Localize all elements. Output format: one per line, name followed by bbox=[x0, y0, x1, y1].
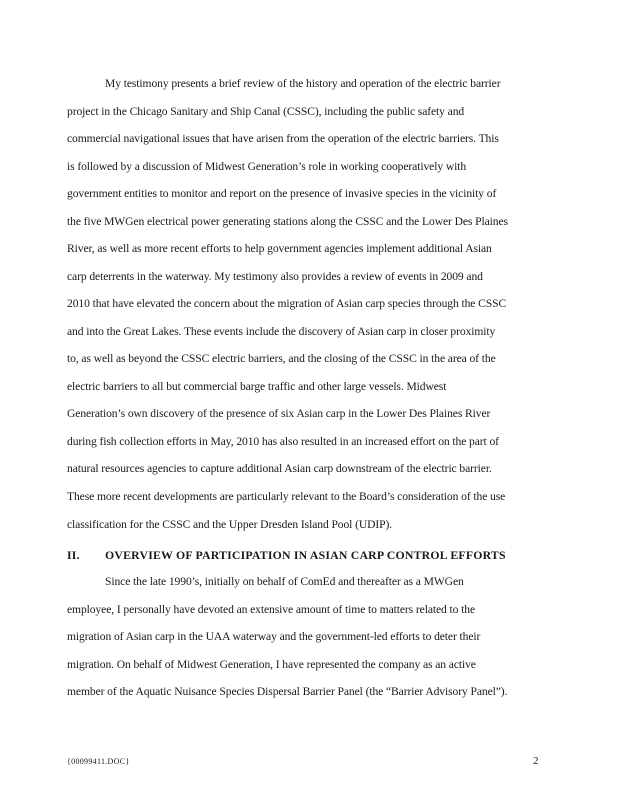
section-title: OVERVIEW OF PARTICIPATION IN ASIAN CARP CONTROL EFFORTS bbox=[105, 548, 506, 562]
paragraph1-line: River, as well as more recent efforts to help government agencies implement additional Asian bbox=[67, 242, 492, 255]
section-heading bbox=[67, 548, 506, 563]
paragraph1-line: Generation’s own discovery of the presence of six Asian carp in the Lower Des Plaines River bbox=[67, 407, 491, 420]
page-number: 2 bbox=[533, 755, 539, 767]
document-id-footer: {00099411.DOC} bbox=[67, 757, 130, 766]
paragraph1-line: is followed by a discussion of Midwest Generation’s role in working cooperatively with bbox=[67, 160, 467, 173]
paragraph1-line: natural resources agencies to capture additional Asian carp downstream of the electric barrier. bbox=[67, 462, 492, 475]
paragraph1-line: project in the Chicago Sanitary and Ship Canal (CSSC), including the public safety and bbox=[67, 105, 465, 118]
paragraph1-line: the five MWGen electrical power generating stations along the CSSC and the Lower Des Plaines bbox=[67, 215, 508, 228]
paragraph1-line: during fish collection efforts in May, 2010 has also resulted in an increased effort on the part of bbox=[67, 435, 499, 448]
paragraph1-line: government entities to monitor and report on the presence of invasive species in the vicinity of bbox=[67, 187, 497, 200]
paragraph1-line: electric barriers to all but commercial barge traffic and other large vessels. Midwest bbox=[67, 380, 447, 393]
paragraph1-line: These more recent developments are particularly relevant to the Board’s consideration of the use bbox=[67, 490, 506, 503]
paragraph1-line: to, as well as beyond the CSSC electric barriers, and the closing of the CSSC in the area of the bbox=[67, 352, 496, 365]
paragraph1-line: commercial navigational issues that have arisen from the operation of the electric barriers. This bbox=[67, 132, 499, 145]
paragraph2-line: employee, I personally have devoted an extensive amount of time to matters related to the bbox=[67, 603, 476, 616]
section-number: II. bbox=[67, 548, 80, 562]
paragraph2-line: Since the late 1990’s, initially on behalf of ComEd and thereafter as a MWGen bbox=[105, 575, 464, 588]
paragraph2-line: migration of Asian carp in the UAA waterway and the government-led efforts to deter their bbox=[67, 630, 481, 643]
paragraph2-line: migration. On behalf of Midwest Generation, I have represented the company as an active bbox=[67, 658, 476, 671]
paragraph1-line: 2010 that have elevated the concern about the migration of Asian carp species through the CSSC bbox=[67, 297, 507, 310]
paragraph1-line: and into the Great Lakes. These events include the discovery of Asian carp in closer proximity bbox=[67, 325, 496, 338]
paragraph1-line: carp deterrents in the waterway. My testimony also provides a review of events in 2009 and bbox=[67, 270, 483, 283]
paragraph1-line: My testimony presents a brief review of the history and operation of the electric barrier bbox=[105, 77, 501, 90]
paragraph2-line: member of the Aquatic Nuisance Species Dispersal Barrier Panel (the “Barrier Advisory Panel”). bbox=[67, 685, 508, 698]
paragraph1-line: classification for the CSSC and the Upper Dresden Island Pool (UDIP). bbox=[67, 518, 393, 531]
